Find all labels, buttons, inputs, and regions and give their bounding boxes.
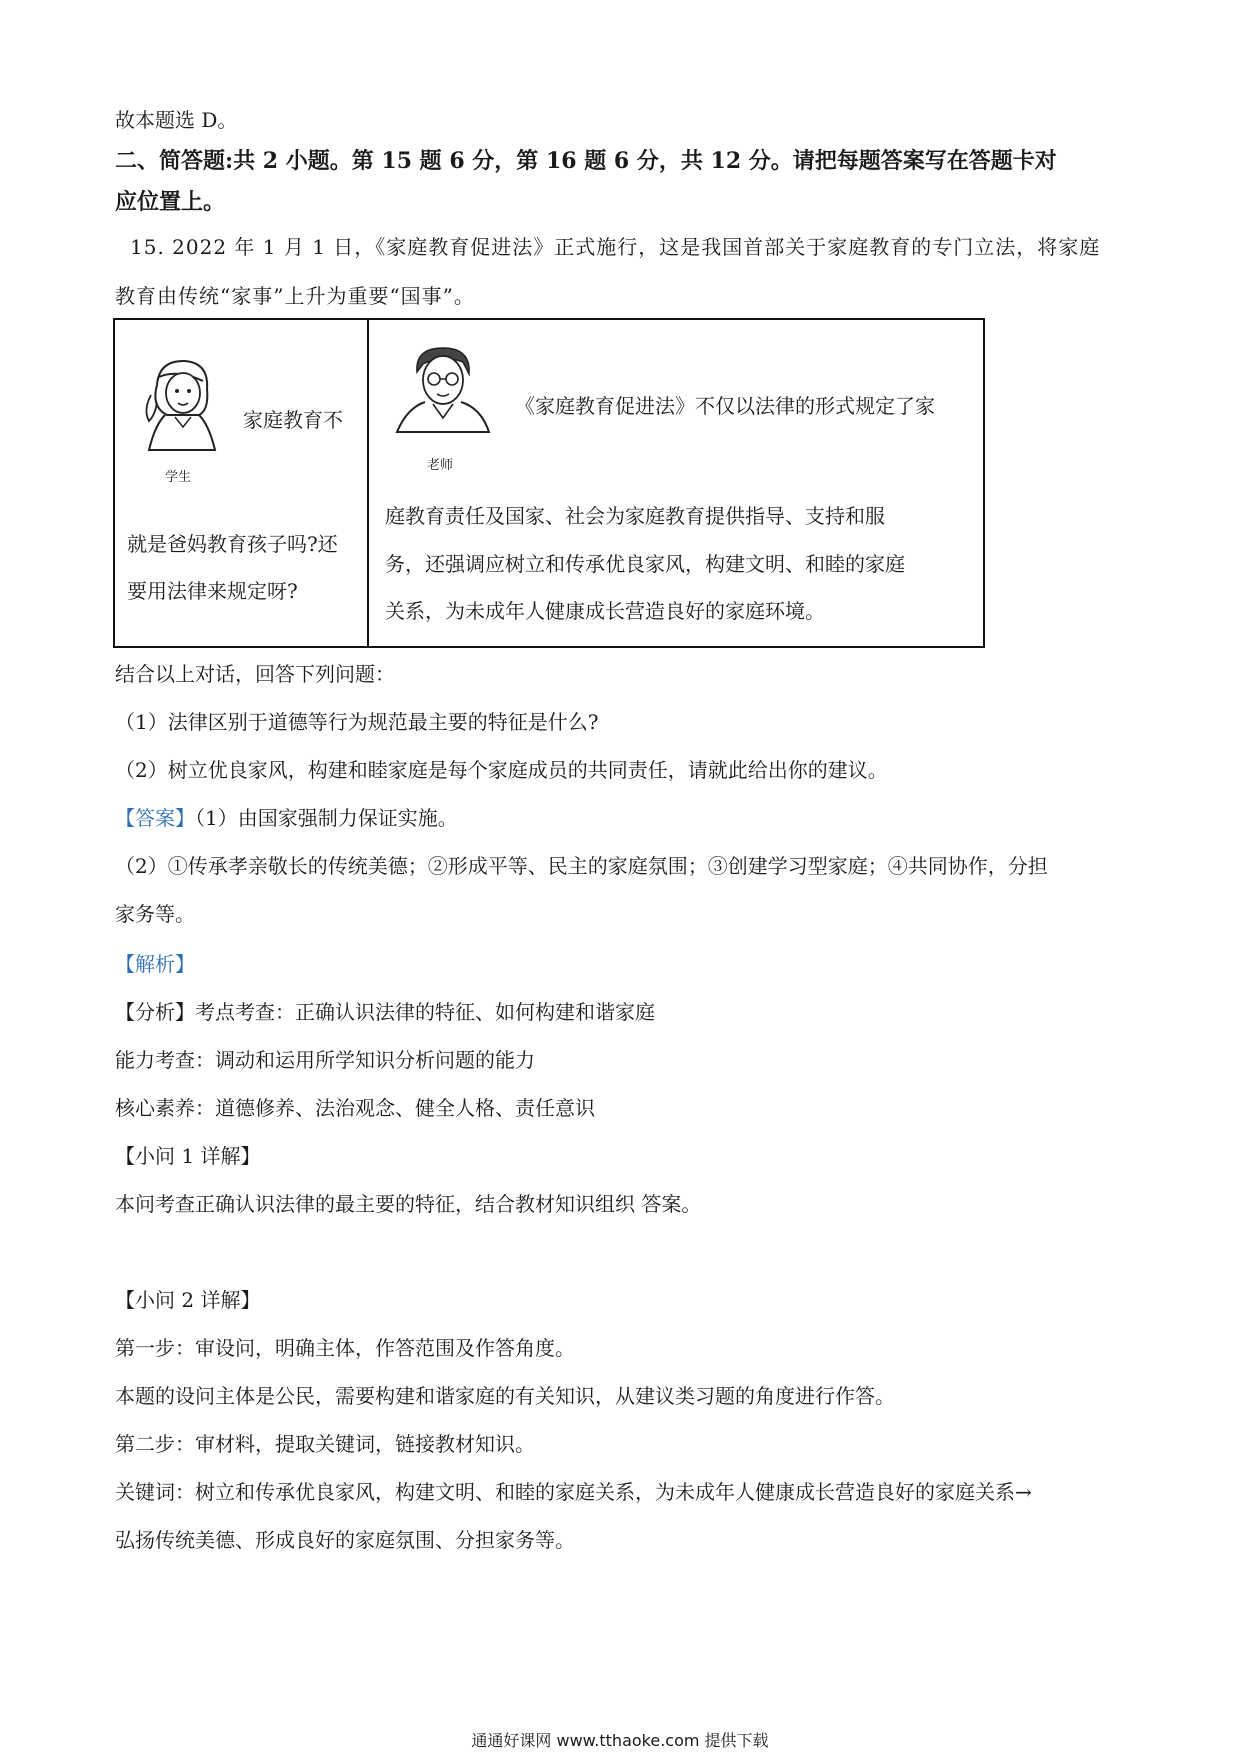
analysis-line: 【小问 2 详解】	[115, 1288, 261, 1312]
dialogue-box	[113, 318, 985, 648]
answer-text: （1）由国家强制力保证实施。	[195, 806, 458, 830]
section-heading: 二、简答题:共 2 小题。第 15 题 6 分，第 16 题 6 分，共 12 分。请把每题答案写在答题卡对	[115, 148, 1057, 174]
analysis-tag: 【解析】	[115, 952, 195, 976]
sub-question-2: （2）树立优良家风，构建和睦家庭是每个家庭成员的共同责任，请就此给出你的建议。	[115, 758, 888, 782]
answer-line-3: 家务等。	[115, 902, 195, 926]
analysis-line: 本题的设问主体是公民，需要构建和谐家庭的有关知识，从建议类习题的角度进行作答。	[115, 1384, 895, 1408]
analysis-line: 关键词：树立和传承优良家风，构建文明、和睦的家庭关系，为未成年人健康成长营造良好的家庭关系→	[115, 1480, 1032, 1504]
question-15-stem: 15. 2022 年 1 月 1 日，《家庭教育促进法》正式施行，这是我国首部关于家庭教育的专门立法，将家庭	[130, 235, 1101, 259]
student-speech-line: 家庭教育不	[243, 408, 343, 432]
section-heading-cont: 应位置上。	[115, 189, 226, 215]
teacher-figure-icon	[389, 342, 499, 447]
analysis-line: 弘扬传统美德、形成良好的家庭氛围、分担家务等。	[115, 1528, 575, 1552]
text-line: 故本题选 D。	[115, 108, 238, 132]
page-footer: 通通好课网 www.tthaoke.com 提供下载	[471, 1731, 769, 1750]
answer-line-2: （2）①传承孝亲敬长的传统美德；②形成平等、民主的家庭氛围；③创建学习型家庭；④共同协作，分担	[115, 854, 1048, 878]
student-speech-line: 就是爸妈教育孩子吗?还	[127, 532, 338, 556]
analysis-line: 第一步：审设问，明确主体，作答范围及作答角度。	[115, 1336, 575, 1360]
teacher-speech-line: 庭教育责任及国家、社会为家庭教育提供指导、支持和服	[385, 504, 885, 528]
question-prompt: 结合以上对话，回答下列问题：	[115, 662, 395, 686]
answer-line-1	[115, 804, 458, 832]
teacher-label: 老师	[427, 458, 454, 473]
question-15-stem-cont: 教育由传统“家事”上升为重要“国事”。	[115, 284, 475, 308]
teacher-speech-line: 《家庭教育促进法》不仅以法律的形式规定了家	[515, 394, 935, 418]
answer-tag: 【答案】	[115, 806, 195, 830]
student-label: 学生	[165, 470, 192, 485]
analysis-line: 【小问 1 详解】	[115, 1144, 261, 1168]
student-speech-line: 要用法律来规定呀?	[127, 579, 298, 603]
analysis-line: 核心素养：道德修养、法治观念、健全人格、责任意识	[115, 1096, 595, 1120]
student-figure-icon	[137, 355, 227, 465]
sub-question-1: （1）法律区别于道德等行为规范最主要的特征是什么?	[115, 710, 599, 734]
analysis-line: 本问考查正确认识法律的最主要的特征，结合教材知识组织 答案。	[115, 1192, 702, 1216]
teacher-speech-line: 关系，为未成年人健康成长营造良好的家庭环境。	[385, 599, 825, 623]
teacher-speech-line: 务，还强调应树立和传承优良家风，构建文明、和睦的家庭	[385, 552, 905, 576]
analysis-line: 能力考查：调动和运用所学知识分析问题的能力	[115, 1048, 535, 1072]
analysis-line: 【分析】考点考查：正确认识法律的特征、如何构建和谐家庭	[115, 1000, 655, 1024]
dialogue-divider	[367, 320, 369, 646]
analysis-line: 第二步：审材料，提取关键词，链接教材知识。	[115, 1432, 535, 1456]
